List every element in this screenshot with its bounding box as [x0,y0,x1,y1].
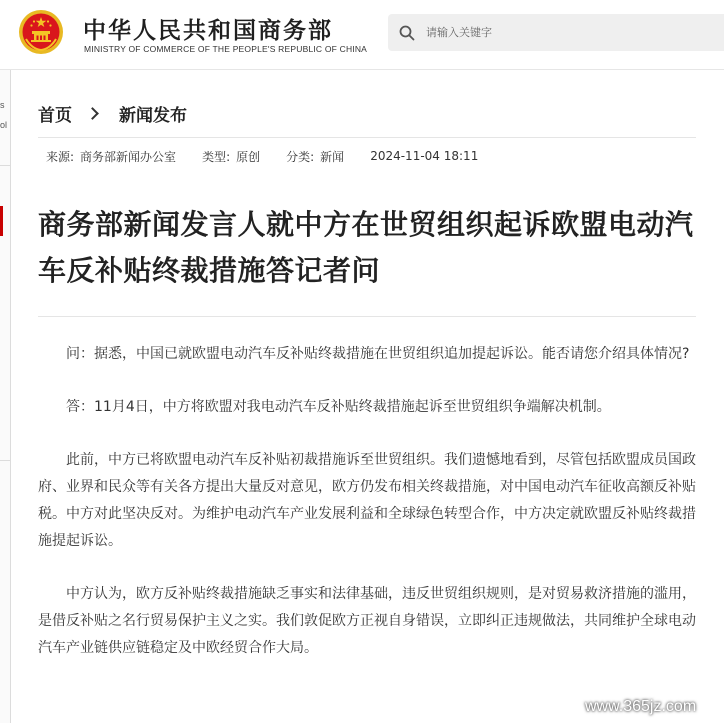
meta-category-value: 新闻 [320,149,345,164]
meta-type-label: 类型: [202,149,231,164]
watermark: www.365jz.com [585,698,697,715]
search-icon[interactable] [398,24,416,42]
divider [38,137,696,138]
site-name-en: MINISTRY OF COMMERCE OF THE PEOPLE'S REPUBLIC OF CHINA [84,44,368,54]
meta-datetime: 2024-11-04 18:11 [370,149,479,163]
divider [0,165,11,166]
breadcrumb-home[interactable]: 首页 [38,105,72,126]
divider [38,316,696,317]
national-emblem-icon[interactable] [18,9,64,55]
article-paragraph: 答：11月4日，中方将欧盟对我电动汽车反补贴终裁措施起诉至世贸组织争端解决机制。 [66,399,611,415]
meta-category-label: 分类: [286,149,315,164]
site-header [0,0,724,70]
divider [0,460,11,461]
left-sidebar-accent [0,206,3,236]
article-title: 商务部新闻发言人就中方在世贸组织起诉欧盟电动汽车反补贴终裁措施答记者问 [38,208,694,287]
meta-source-value: 商务部新闻办公室 [80,149,177,164]
meta-type [202,148,260,165]
search-input[interactable] [426,22,706,43]
left-sidebar-text: ol [0,120,8,130]
article-meta [46,147,504,165]
meta-type-value: 原创 [236,149,261,164]
search-box[interactable] [388,14,724,51]
meta-source [46,148,176,165]
left-sidebar-text: s [0,100,5,110]
left-sidebar-fragment [0,70,11,723]
meta-category [286,148,344,165]
article-paragraph: 此前，中方已将欧盟电动汽车反补贴初裁措施诉至世贸组织。我们遗憾地看到，尽管包括欧盟成员国政府、业界和民众等有关各方提出大量反对意见，欧方仍发布相关终裁措施，对中国电动汽车征收高额反补贴税。中方对此坚决反对。为维护电动汽车产业发展利益和全球绿色转型合作，中方决定就欧盟反补贴终裁措施提起诉讼。 [38,452,696,549]
article-paragraph: 中方认为，欧方反补贴终裁措施缺乏事实和法律基础，违反世贸组织规则，是对贸易救济措施的滥用，是借反补贴之名行贸易保护主义之实。我们敦促欧方正视自身错误，立即纠正违规做法，共同维护全球电动汽车产业链供应链稳定及中欧经贸合作大局。 [38,586,696,656]
article-body [38,341,696,688]
site-name-cn[interactable]: 中华人民共和国商务部 [83,18,333,44]
breadcrumb-news-release[interactable]: 新闻发布 [119,105,187,126]
meta-source-label: 来源: [46,149,75,164]
breadcrumb [38,100,187,126]
chevron-right-icon [86,107,99,120]
article-paragraph: 问：据悉，中国已就欧盟电动汽车反补贴终裁措施在世贸组织追加提起诉讼。能否请您介绍具体情况? [66,346,690,362]
